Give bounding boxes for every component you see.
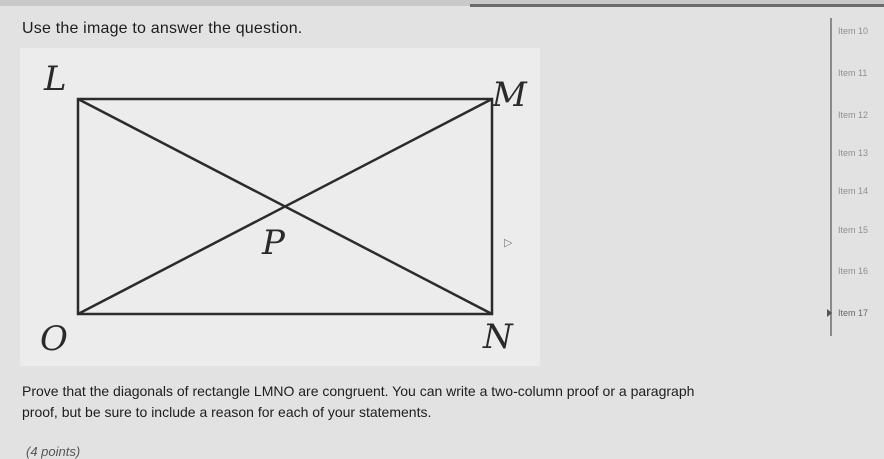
- vertex-label-l: L: [44, 59, 67, 99]
- vertex-label-m: M: [492, 75, 527, 115]
- item-navigation: [824, 18, 884, 338]
- question-text: [22, 381, 782, 423]
- nav-item-label: Item 10: [838, 26, 869, 36]
- nav-item-14[interactable]: [838, 186, 868, 196]
- vertex-label-o: O: [40, 319, 68, 359]
- nav-item-13[interactable]: [838, 148, 868, 158]
- rectangle-diagram: [20, 48, 540, 366]
- nav-item-label: Item 16: [838, 266, 869, 276]
- item-nav-rail: [830, 18, 832, 336]
- nav-item-label: Item 12: [838, 110, 869, 120]
- nav-item-16[interactable]: [838, 266, 868, 276]
- vertex-label-n: N: [483, 317, 513, 357]
- nav-item-label: Item 17: [838, 308, 869, 318]
- mouse-cursor-icon: ▷: [504, 236, 513, 249]
- nav-item-label: Item 15: [838, 225, 869, 235]
- vertex-label-p: P: [262, 223, 285, 263]
- nav-item-17[interactable]: [838, 308, 868, 318]
- top-rule-accent: [470, 4, 884, 7]
- nav-item-10[interactable]: [838, 26, 868, 36]
- current-item-marker-icon: [827, 309, 832, 317]
- nav-item-15[interactable]: [838, 225, 868, 235]
- question-line-1: Prove that the diagonals of rectangle LMNO are congruent. You can write a two-column proof or a paragraph: [22, 383, 695, 399]
- nav-item-label: Item 11: [838, 68, 868, 78]
- points-label: (4 points): [26, 444, 81, 459]
- question-prompt: Use the image to answer the question.: [22, 20, 303, 37]
- nav-item-label: Item 14: [838, 186, 869, 196]
- nav-item-12[interactable]: [838, 110, 868, 120]
- nav-item-11[interactable]: [838, 68, 867, 78]
- question-line-2: proof, but be sure to include a reason for each of your statements.: [22, 404, 432, 420]
- nav-item-label: Item 13: [838, 148, 869, 158]
- rectangle-figure: [20, 48, 540, 366]
